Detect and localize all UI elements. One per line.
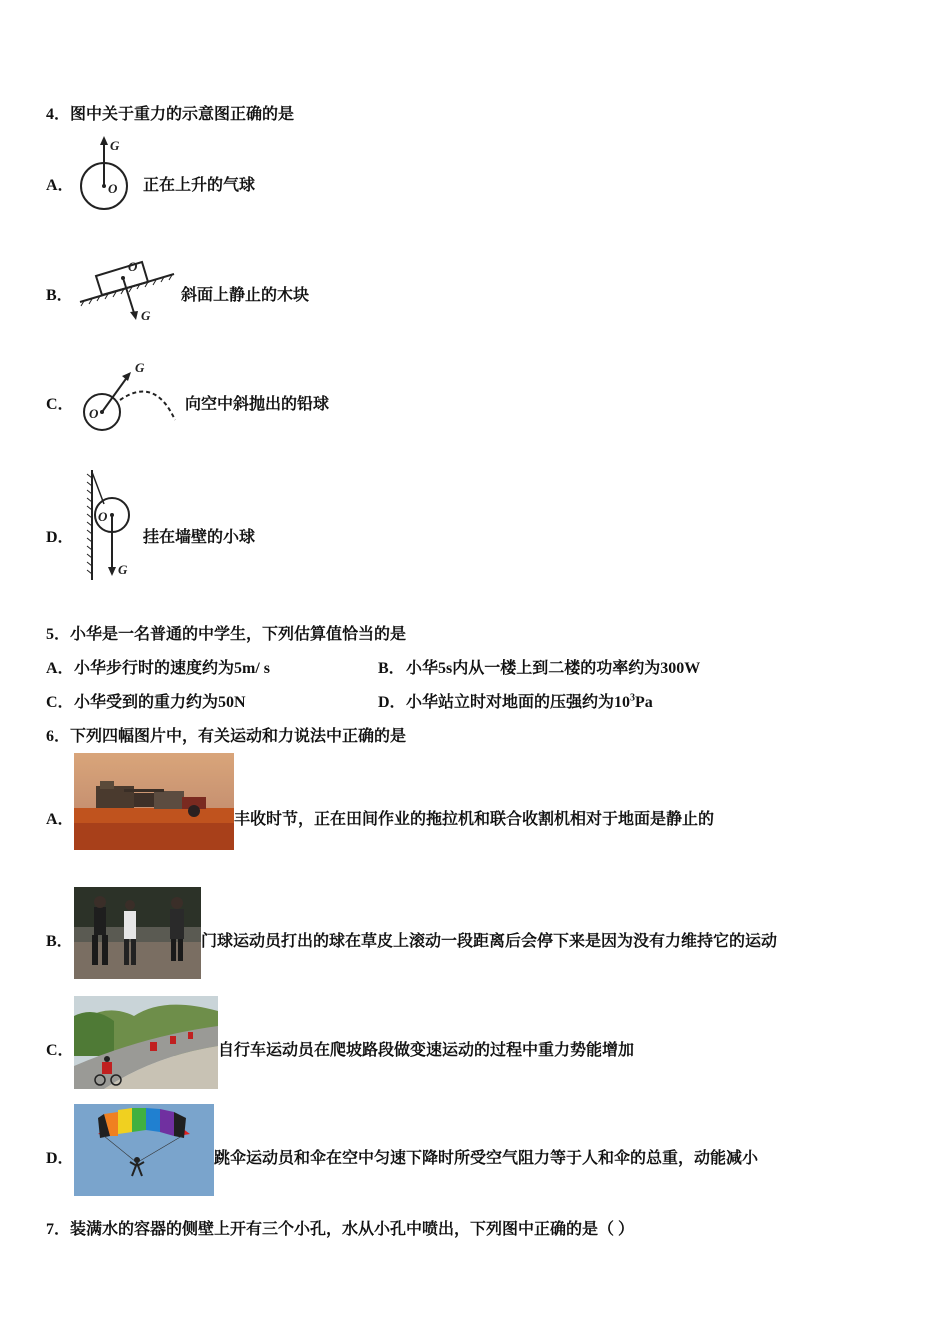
q6-option-c-text: 自行车运动员在爬坡路段做变速运动的过程中重力势能增加 (218, 1042, 635, 1059)
q5-option-c-label: C． (46, 694, 74, 711)
q4-d-o-label: O (98, 509, 108, 524)
q4-option-d-label: D． (46, 529, 74, 546)
q6-option-d-text: 跳伞运动员和伞在空中匀速下降时所受空气阻力等于人和伞的总重，动能减小 (214, 1150, 759, 1167)
harvest-photo (74, 753, 234, 850)
q4-option-a-text: 正在上升的气球 (143, 177, 256, 194)
q4-option-b-text: 斜面上静止的木块 (181, 287, 310, 304)
q4-d-g-label: G (118, 562, 128, 577)
q4-option-c-label: C． (46, 396, 74, 413)
q5-option-d-label: D． (378, 694, 406, 711)
q4-option-a-label: A． (46, 177, 74, 194)
q4-a-g-label: G (110, 138, 120, 153)
q4-a-o-label: O (108, 181, 118, 196)
question-4-stem: 4．图中关于重力的示意图正确的是 (46, 106, 295, 123)
q5-option-b-label: B． (378, 660, 405, 677)
parachute-photo (74, 1104, 214, 1196)
q4-option-c-text: 向空中斜抛出的铅球 (185, 396, 330, 413)
q5-option-b-text: 小华5s内从一楼上到二楼的功率约为300W (406, 660, 701, 677)
question-6-stem: 6．下列四幅图片中，有关运动和力说法中正确的是 (46, 728, 407, 745)
q4-option-a-figure (74, 136, 144, 216)
q4-option-b-label: B． (46, 287, 73, 304)
q6-option-a-label: A． (46, 811, 74, 828)
q4-c-g-label: G (135, 360, 145, 375)
q6-option-a-text: 丰收时节，正在田间作业的拖拉机和联合收割机相对于地面是静止的 (234, 811, 715, 828)
q5-option-c-text: 小华受到的重力约为50N (74, 694, 246, 711)
q6-option-b-label: B． (46, 933, 73, 950)
q4-option-b-figure (78, 250, 178, 325)
q4-option-c-figure (80, 358, 180, 438)
q6-option-b-text: 门球运动员打出的球在草皮上滚动一段距离后会停下来是因为没有力维持它的运动 (201, 933, 778, 950)
gateball-photo (74, 887, 201, 979)
q5-option-a-text: 小华步行时的速度约为5m/ s (74, 660, 271, 677)
question-5-stem: 5．小华是一名普通的中学生，下列估算值恰当的是 (46, 626, 407, 643)
q5-option-a-label: A． (46, 660, 74, 677)
q4-option-d-figure (84, 466, 144, 584)
q6-option-d-label: D． (46, 1150, 74, 1167)
question-7-stem: 7．装满水的容器的侧壁上开有三个小孔，水从小孔中喷出，下列图中正确的是（ ） (46, 1221, 635, 1238)
q5-option-d-text: 小华站立时对地面的压强约为$10^3Pa$ (406, 692, 653, 711)
q4-c-o-label: O (89, 406, 99, 421)
q4-option-d-text: 挂在墙壁的小球 (143, 529, 256, 546)
q6-option-c-label: C． (46, 1042, 74, 1059)
q4-b-o-label: O (128, 259, 138, 274)
cycling-photo (74, 996, 218, 1089)
q4-b-g-label: G (141, 308, 151, 323)
